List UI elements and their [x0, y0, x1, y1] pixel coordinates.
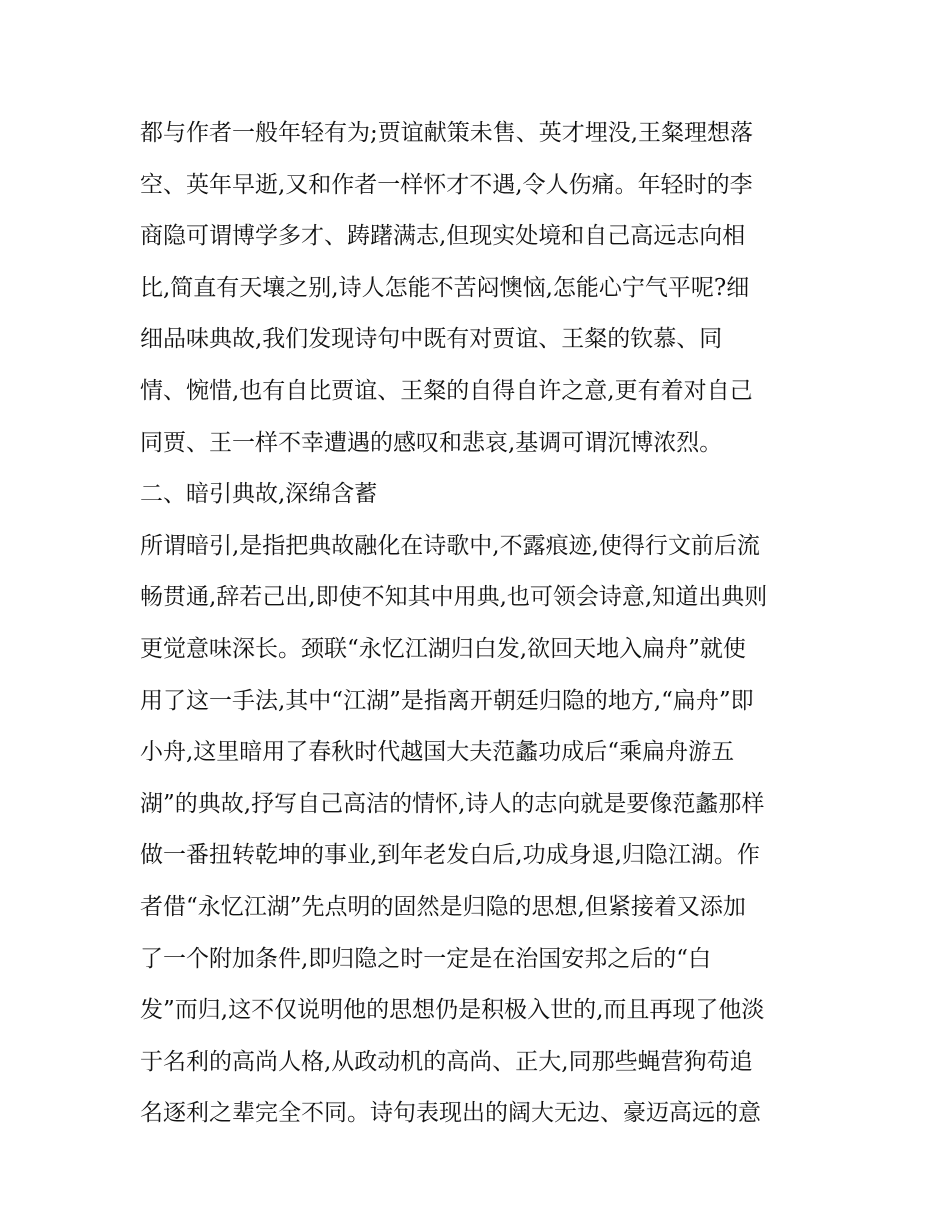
section-heading: 二、暗引典故,深绵含蓄 [140, 481, 378, 508]
text-line: 商隐可谓博学多才、踌躇满志,但现实处境和自己高远志向相 [140, 223, 746, 250]
body-text [140, 108, 840, 1140]
text-line: 用了这一手法,其中“江湖”是指离开朝廷归隐的地方,“扁舟”即 [140, 687, 754, 714]
text-line: 者借“永忆江湖”先点明的固然是归隐的思想,但紧接着又添加 [140, 893, 746, 920]
text-line: 同贾、王一样不幸遭遇的感叹和悲哀,基调可谓沉博浓烈。 [140, 429, 723, 456]
text-line: 更觉意味深长。颈联“永忆江湖归白发,欲回天地入扁舟”就使 [140, 635, 746, 662]
text-line: 畅贯通,辞若己出,即使不知其中用典,也可领会诗意,知道出典则 [140, 584, 768, 611]
text-line: 都与作者一般年轻有为;贾谊献策未售、英才埋没,王粲理想落 [140, 120, 754, 146]
text-line: 做一番扭转乾坤的事业,到年老发白后,功成身退,归隐江湖。作 [140, 842, 760, 869]
text-line: 名逐利之辈完全不同。诗句表现出的阔大无边、豪迈高远的意 [140, 1100, 761, 1127]
text-line: 湖”的典故,抒写自己高洁的情怀,诗人的志向就是要像范蠡那样 [140, 790, 765, 817]
text-line: 空、英年早逝,又和作者一样怀才不遇,令人伤痛。年轻时的李 [140, 171, 753, 198]
text-line: 情、惋惜,也有自比贾谊、王粲的自得自许之意,更有着对自己 [140, 377, 753, 404]
text-line: 了一个附加条件,即归隐之时一定是在治国安邦之后的“白 [140, 945, 712, 972]
text-line: 于名利的高尚人格,从政动机的高尚、正大,同那些蝇营狗苟追 [140, 1048, 753, 1075]
text-line: 发”而归,这不仅说明他的思想仍是积极入世的,而且再现了他淡 [140, 997, 765, 1024]
text-line: 所谓暗引,是指把典故融化在诗歌中,不露痕迹,使得行文前后流 [140, 532, 760, 559]
text-line: 小舟,这里暗用了春秋时代越国大夫范蠡功成后“乘扁舟游五 [140, 739, 735, 766]
text-line: 比,简直有天壤之别,诗人怎能不苦闷懊恼,怎能心宁气平呢?细 [140, 274, 750, 301]
text-line: 细品味典故,我们发现诗句中既有对贾谊、王粲的钦慕、同 [140, 326, 723, 353]
